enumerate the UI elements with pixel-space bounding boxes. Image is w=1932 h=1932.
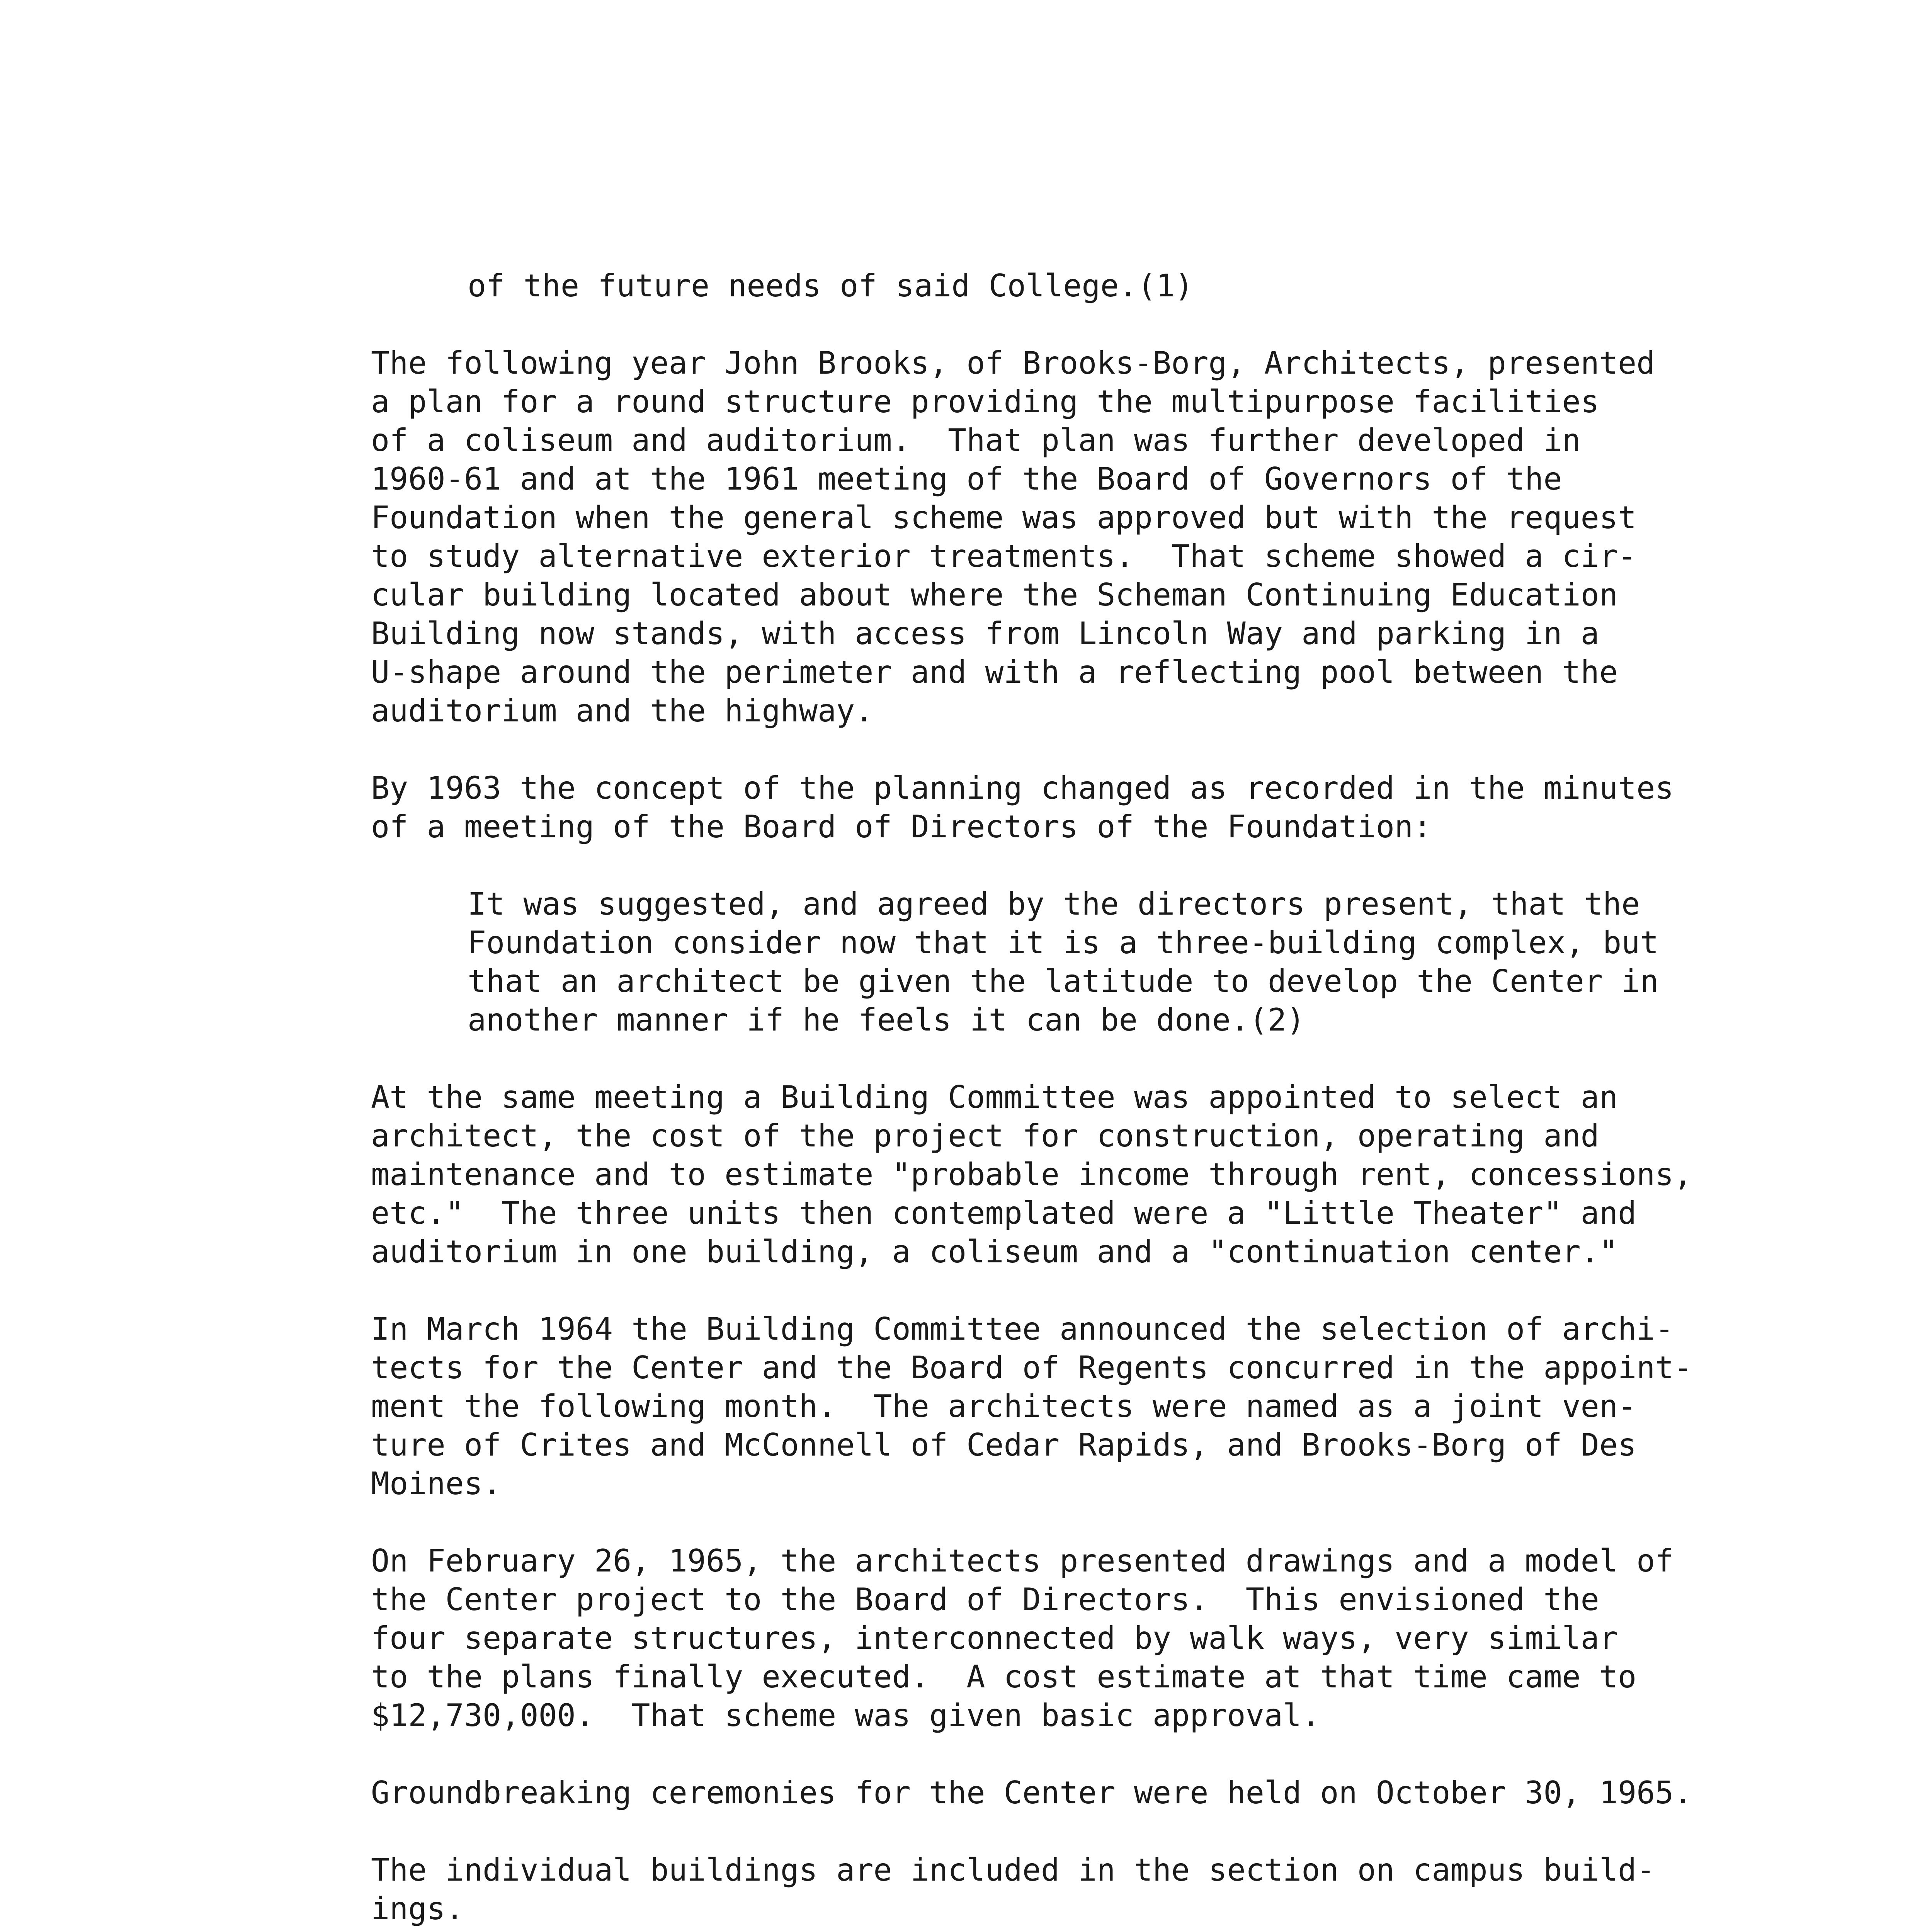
document-body xyxy=(371,267,1747,1932)
text-line: In March 1964 the Building Committee announced the selection of archi- xyxy=(371,1311,1674,1347)
paragraph-individual-buildings xyxy=(371,1851,1747,1928)
text-line: tects for the Center and the Board of Regents concurred in the appoint- xyxy=(371,1350,1692,1386)
text-line: Foundation when the general scheme was approved but with the request xyxy=(371,500,1637,536)
text-line: architect, the cost of the project for construction, operating and xyxy=(371,1118,1599,1154)
text-line: The individual buildings are included in the section on campus build- xyxy=(371,1852,1655,1888)
quote-line: that an architect be given the latitude to develop the Center in xyxy=(468,963,1659,999)
text-line: 1960-61 and at the 1961 meeting of the Board of Governors of the xyxy=(371,461,1562,497)
text-line: ture of Crites and McConnell of Cedar Rapids, and Brooks-Borg of Des xyxy=(371,1427,1637,1463)
text-line: the Center project to the Board of Directors. This envisioned the xyxy=(371,1582,1599,1617)
quote-line: It was suggested, and agreed by the directors present, that the xyxy=(468,886,1640,922)
text-line: of a meeting of the Board of Directors of the Foundation: xyxy=(371,809,1432,845)
text-line: maintenance and to estimate "probable income through rent, concessions, xyxy=(371,1156,1692,1192)
text-line: By 1963 the concept of the planning changed as recorded in the minutes xyxy=(371,770,1674,806)
text-line: to study alternative exterior treatments. That scheme showed a cir- xyxy=(371,538,1637,574)
text-line: Building now stands, with access from Lincoln Way and parking in a xyxy=(371,616,1599,651)
quote-line: Foundation consider now that it is a three-building complex, but xyxy=(468,925,1659,961)
paragraph-groundbreaking xyxy=(371,1774,1747,1812)
quote-line: another manner if he feels it can be done.(2) xyxy=(468,1002,1305,1038)
continued-line: of the future needs of said College.(1) xyxy=(468,268,1194,304)
text-line: to the plans finally executed. A cost estimate at that time came to xyxy=(371,1659,1637,1695)
text-line: The following year John Brooks, of Brooks-Borg, Architects, presented xyxy=(371,345,1655,381)
text-line: U-shape around the perimeter and with a reflecting pool between the xyxy=(371,654,1618,690)
text-line: Moines. xyxy=(371,1466,502,1502)
paragraph-february-1965 xyxy=(371,1542,1747,1735)
text-line: Groundbreaking ceremonies for the Center were held on October 30, 1965. xyxy=(371,1775,1692,1811)
text-line: etc." The three units then contemplated were a "Little Theater" and xyxy=(371,1195,1637,1231)
paragraph-1963-concept xyxy=(371,769,1747,846)
text-line: of a coliseum and auditorium. That plan was further developed in xyxy=(371,422,1581,458)
text-line: ment the following month. The architects were named as a joint ven- xyxy=(371,1388,1637,1424)
text-line: a plan for a round structure providing the multipurpose facilities xyxy=(371,384,1599,420)
paragraph-architect-plan xyxy=(371,344,1747,730)
text-line: At the same meeting a Building Committee was appointed to select an xyxy=(371,1079,1618,1115)
text-line: $12,730,000. That scheme was given basic approval. xyxy=(371,1697,1320,1733)
text-line: auditorium and the highway. xyxy=(371,693,874,729)
text-line: ings. xyxy=(371,1891,464,1927)
text-line: On February 26, 1965, the architects presented drawings and a model of xyxy=(371,1543,1674,1579)
block-quote xyxy=(371,885,1747,1039)
continued-sentence xyxy=(371,267,1747,305)
paragraph-building-committee xyxy=(371,1078,1747,1271)
text-line: auditorium in one building, a coliseum and a "continuation center." xyxy=(371,1234,1618,1270)
text-line: four separate structures, interconnected by walk ways, very similar xyxy=(371,1620,1618,1656)
text-line: cular building located about where the Scheman Continuing Education xyxy=(371,577,1618,613)
paragraph-architect-selection xyxy=(371,1310,1747,1503)
